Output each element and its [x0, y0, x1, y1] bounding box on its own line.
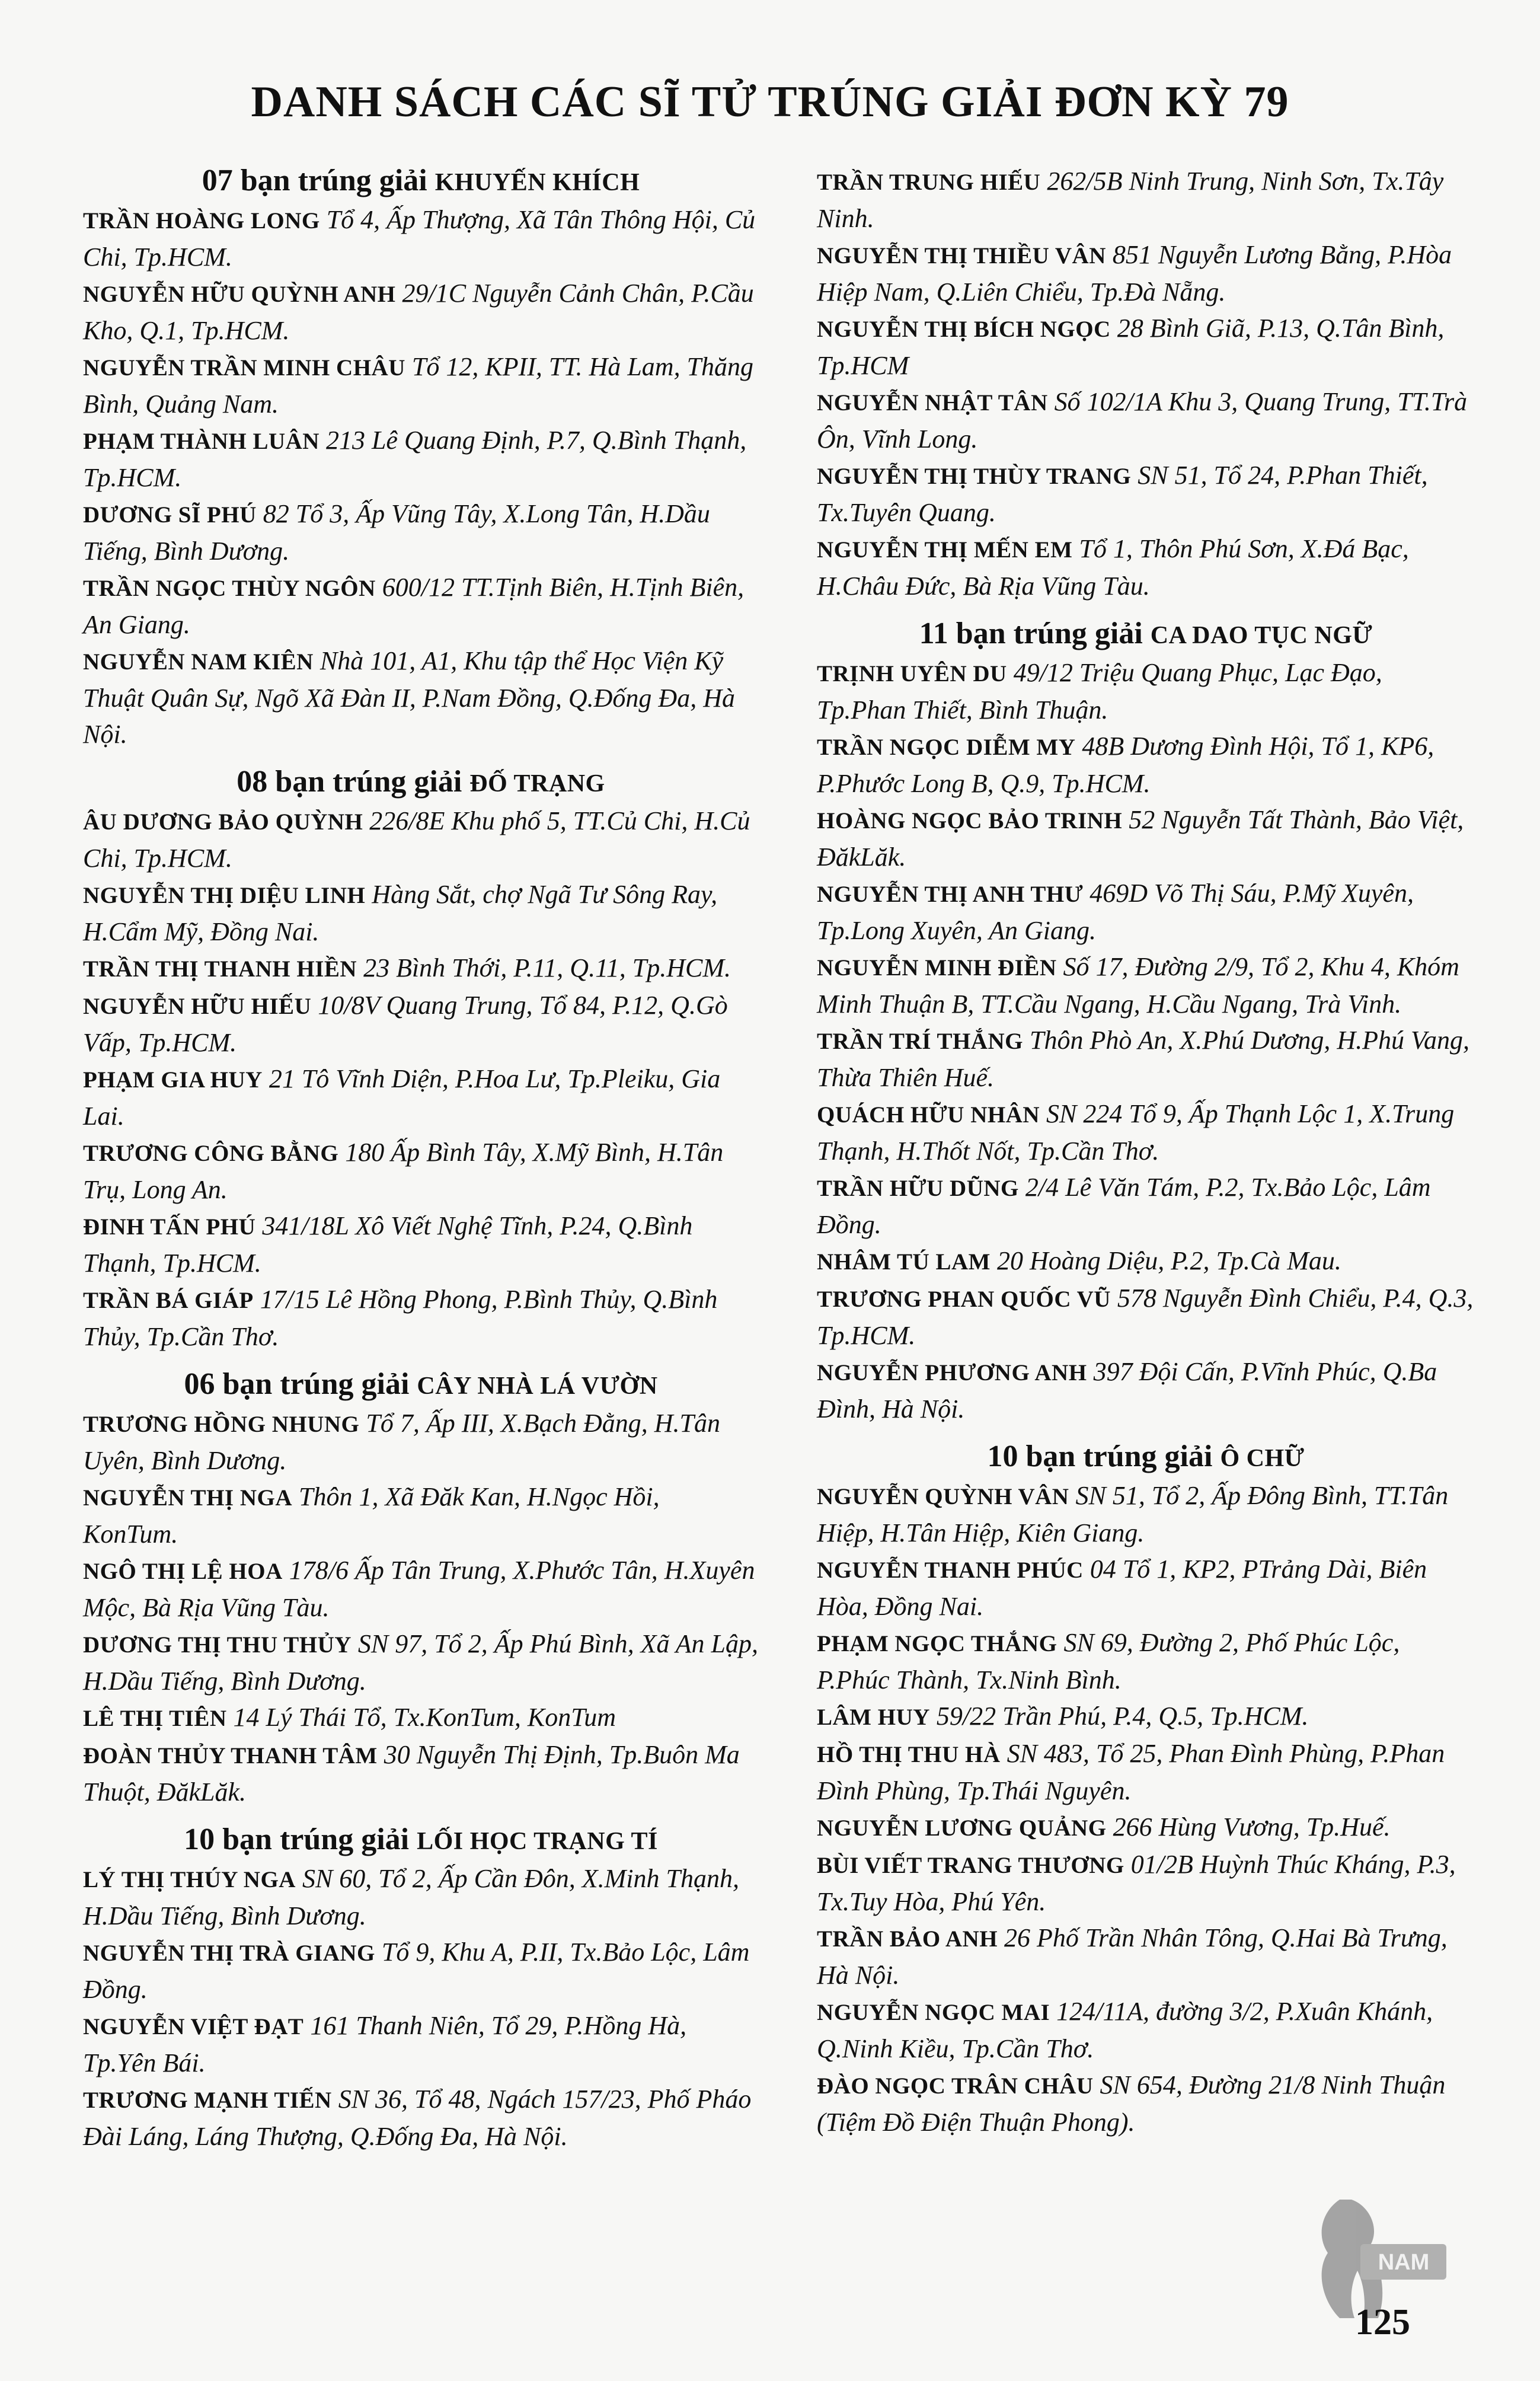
winner-entry [817, 1551, 1475, 1624]
winner-address: 180 Ấp Bình Tây, X.Mỹ Bình, H.Tân Trụ, Long An. [83, 1138, 724, 1204]
winner-name: DƯƠNG THỊ THU THỦY [83, 1632, 352, 1658]
page-number: 125 [1355, 2302, 1410, 2342]
winner-name: TRẦN HỮU DŨNG [817, 1176, 1019, 1201]
winner-entry [83, 1860, 759, 1934]
winner-name: NGUYỄN THỊ THÙY TRANG [817, 464, 1132, 489]
winner-name: NGUYỄN THỊ ANH THƯ [817, 882, 1084, 907]
winner-address: 21 Tô Vĩnh Diện, P.Hoa Lư, Tp.Pleiku, Gia Lai. [83, 1064, 721, 1131]
section-heading [817, 1439, 1475, 1474]
winner-name: NGUYỄN HỮU QUỲNH ANH [83, 282, 396, 307]
section-heading [83, 1367, 759, 1402]
winner-name: NGUYỄN VIỆT ĐẠT [83, 2014, 304, 2040]
section-heading [817, 616, 1475, 651]
winner-address: 266 Hùng Vương, Tp.Huế. [1113, 1812, 1391, 1841]
winner-entry [83, 1626, 759, 1699]
winner-name: HOÀNG NGỌC BẢO TRINH [817, 808, 1123, 834]
winner-address: Nhà 101, A1, Khu tập thể Học Viện Kỹ Thuật Quân Sự, Ngõ Xã Đàn II, P.Nam Đồng, Q.Đống Đa, Hà Nội. [83, 646, 735, 749]
winner-entry [817, 949, 1475, 1022]
winner-name: NHÂM TÚ LAM [817, 1249, 991, 1275]
winner-address: Tổ 1, Thôn Phú Sơn, X.Đá Bạc, H.Châu Đức, Bà Rịa Vũng Tàu. [817, 534, 1409, 601]
winner-address: 30 Nguyễn Thị Định, Tp.Buôn Ma Thuột, ĐăkLăk. [83, 1740, 740, 1807]
winner-address: SN 69, Đường 2, Phố Phúc Lộc, P.Phúc Thành, Tx.Ninh Bình. [817, 1628, 1400, 1694]
winner-address: SN 224 Tổ 9, Ấp Thạnh Lộc 1, X.Trung Thạnh, H.Thốt Nốt, Tp.Cần Thơ. [817, 1099, 1455, 1166]
winner-entry [83, 1699, 759, 1737]
winner-entry [817, 728, 1475, 802]
winner-entry [83, 349, 759, 422]
section-heading [83, 764, 759, 799]
winner-entry [817, 457, 1475, 531]
winner-entry [817, 1993, 1475, 2067]
winner-entry [817, 802, 1475, 875]
winner-name: TRẦN HOÀNG LONG [83, 208, 320, 234]
winner-section [817, 1439, 1475, 2140]
section-count: 08 bạn trúng giải [237, 765, 462, 799]
winner-entry [83, 950, 759, 987]
section-category: Ô CHỮ [1220, 1445, 1305, 1472]
winner-address: 178/6 Ấp Tân Trung, X.Phước Tân, H.Xuyên Mộc, Bà Rịa Vũng Tàu. [83, 1556, 755, 1622]
section-count: 06 bạn trúng giải [184, 1367, 410, 1401]
winner-section [83, 1367, 759, 1810]
winner-entry [817, 1169, 1475, 1243]
section-heading [83, 1822, 759, 1857]
winner-section [83, 764, 759, 1355]
winner-entry [83, 876, 759, 950]
winner-name: TRỊNH UYÊN DU [817, 661, 1007, 687]
winner-entry [817, 1809, 1475, 1846]
winner-name: NGUYỄN THỊ DIỆU LINH [83, 883, 366, 908]
winner-name: PHẠM GIA HUY [83, 1067, 263, 1093]
winner-name: HỒ THỊ THU HÀ [817, 1742, 1001, 1767]
winner-entry [817, 237, 1475, 310]
winner-entry [817, 1022, 1475, 1096]
winner-entry [83, 1134, 759, 1208]
winner-address: Tổ 4, Ấp Thượng, Xã Tân Thông Hội, Củ Chi, Tp.HCM. [83, 205, 756, 272]
winner-entry [817, 1354, 1475, 1427]
winner-name: TRƯƠNG HỒNG NHUNG [83, 1412, 360, 1437]
winner-entry [83, 643, 759, 752]
winner-address: SN 51, Tổ 2, Ấp Đông Bình, TT.Tân Hiệp, H.Tân Hiệp, Kiên Giang. [817, 1481, 1449, 1547]
winner-name: TRƯƠNG MẠNH TIẾN [83, 2088, 332, 2113]
winner-name: NGUYỄN NAM KIÊN [83, 649, 314, 675]
winner-address: 28 Bình Giã, P.13, Q.Tân Bình, Tp.HCM [817, 314, 1445, 380]
winner-entry [817, 1735, 1475, 1809]
winner-entry [83, 1061, 759, 1134]
winner-entry [817, 384, 1475, 457]
section-count: 10 bạn trúng giải [987, 1440, 1213, 1473]
winner-name: NGUYỄN LƯƠNG QUẢNG [817, 1815, 1107, 1841]
left-column [83, 163, 759, 2155]
winner-entry [83, 1208, 759, 1281]
winner-entry [83, 803, 759, 876]
winner-name: NGUYỄN THỊ THIỀU VÂN [817, 243, 1106, 269]
winner-address: Hàng Sắt, chợ Ngã Tư Sông Ray, H.Cẩm Mỹ, Đồng Nai. [83, 880, 718, 946]
winner-address: 2/4 Lê Văn Tám, P.2, Tx.Bảo Lộc, Lâm Đồng. [817, 1173, 1431, 1239]
winner-name: NGUYỄN QUỲNH VÂN [817, 1484, 1069, 1509]
winner-address: 851 Nguyễn Lương Bằng, P.Hòa Hiệp Nam, Q.Liên Chiểu, Tp.Đà Nẵng. [817, 240, 1452, 307]
winner-name: ÂU DƯƠNG BẢO QUỲNH [83, 809, 363, 835]
winner-address: 124/11A, đường 3/2, P.Xuân Khánh, Q.Ninh Kiều, Tp.Cần Thơ. [817, 1997, 1433, 2063]
winner-address: 226/8E Khu phố 5, TT.Củ Chi, H.Củ Chi, Tp.HCM. [83, 806, 750, 873]
winner-name: NGÔ THỊ LỆ HOA [83, 1559, 283, 1584]
winner-address: 48B Dương Đình Hội, Tổ 1, KP6, P.Phước Long B, Q.9, Tp.HCM. [817, 732, 1434, 798]
winner-name: TRẦN TRÍ THẮNG [817, 1029, 1023, 1054]
winner-section [83, 163, 759, 752]
winner-name: PHẠM THÀNH LUÂN [83, 429, 319, 454]
section-category: ĐỐ TRẠNG [469, 770, 605, 797]
winner-entry [817, 1624, 1475, 1698]
winner-name: DƯƠNG SĨ PHÚ [83, 502, 257, 528]
winner-name: NGUYỄN THỊ NGA [83, 1485, 292, 1511]
winner-name: NGUYỄN PHƯƠNG ANH [817, 1360, 1087, 1386]
winner-entry [83, 1405, 759, 1479]
winner-entry [83, 2007, 759, 2081]
winner-name: ĐINH TẤN PHÚ [83, 1214, 256, 1240]
winner-entry [817, 531, 1475, 604]
winner-entry [83, 1281, 759, 1355]
winner-name: NGUYỄN NGỌC MAI [817, 2000, 1050, 2025]
winner-entry [83, 2081, 759, 2155]
winner-name: PHẠM NGỌC THẮNG [817, 1631, 1057, 1657]
winner-entry [83, 987, 759, 1061]
winner-name: TRẦN BẢO ANH [817, 1926, 998, 1952]
winner-address: Tổ 12, KPII, TT. Hà Lam, Thăng Bình, Quảng Nam. [83, 352, 754, 419]
winner-entry [817, 1280, 1475, 1354]
winner-address: SN 483, Tổ 25, Phan Đình Phùng, P.Phan Đình Phùng, Tp.Thái Nguyên. [817, 1739, 1445, 1805]
winner-section [817, 616, 1475, 1427]
right-column [817, 163, 1475, 2140]
winner-name: LÂM HUY [817, 1705, 930, 1730]
winner-name: NGUYỄN TRẦN MINH CHÂU [83, 355, 405, 381]
winner-entry [817, 2067, 1475, 2140]
winner-address: 04 Tổ 1, KP2, PTrảng Dài, Biên Hòa, Đồng Nai. [817, 1555, 1427, 1621]
winner-entry [817, 1698, 1475, 1735]
winner-name: TRẦN BÁ GIÁP [83, 1288, 254, 1313]
winner-address: SN 654, Đường 21/8 Ninh Thuận (Tiệm Đồ Điện Thuận Phong). [817, 2070, 1446, 2137]
winner-entry [817, 1477, 1475, 1551]
winner-address: 213 Lê Quang Định, P.7, Q.Bình Thạnh, Tp.HCM. [83, 426, 747, 492]
winner-entry [83, 422, 759, 496]
winner-entry [83, 275, 759, 349]
winner-address: Tổ 9, Khu A, P.II, Tx.Bảo Lộc, Lâm Đồng. [83, 1938, 750, 2004]
winner-name: TRƯƠNG CÔNG BẰNG [83, 1141, 339, 1166]
section-category: CA DAO TỤC NGỮ [1150, 622, 1373, 649]
winner-address: SN 97, Tổ 2, Ấp Phú Bình, Xã An Lập, H.Dầu Tiếng, Bình Dương. [83, 1629, 759, 1696]
winner-address: 01/2B Huỳnh Thúc Kháng, P.3, Tx.Tuy Hòa, Phú Yên. [817, 1850, 1456, 1916]
winner-address: SN 51, Tổ 24, P.Phan Thiết, Tx.Tuyên Quang. [817, 461, 1428, 527]
winner-entry [83, 1479, 759, 1552]
winner-entry [817, 163, 1475, 237]
winner-address: 262/5B Ninh Trung, Ninh Sơn, Tx.Tây Ninh. [817, 167, 1444, 233]
winner-entry [83, 1552, 759, 1626]
winner-address: 20 Hoàng Diệu, P.2, Tp.Cà Mau. [996, 1246, 1341, 1275]
winner-address: 26 Phố Trần Nhân Tông, Q.Hai Bà Trưng, Hà Nội. [817, 1923, 1448, 1990]
winner-name: LÊ THỊ TIÊN [83, 1706, 227, 1731]
section-category: LỐI HỌC TRẠNG TÍ [417, 1828, 658, 1855]
winner-address: 161 Thanh Niên, Tổ 29, P.Hồng Hà, Tp.Yên Bái. [83, 2011, 687, 2077]
winner-name: NGUYỄN THỊ MẾN EM [817, 537, 1073, 563]
winner-address: 469D Võ Thị Sáu, P.Mỹ Xuyên, Tp.Long Xuyên, An Giang. [817, 879, 1414, 945]
winner-address: 600/12 TT.Tịnh Biên, H.Tịnh Biên, An Giang. [83, 573, 745, 639]
winner-entry [817, 875, 1475, 949]
winner-name: TRẦN THỊ THANH HIỀN [83, 956, 357, 982]
winner-entry [83, 1737, 759, 1810]
winner-name: NGUYỄN HỮU HIẾU [83, 994, 312, 1019]
winner-address: 397 Đội Cấn, P.Vĩnh Phúc, Q.Ba Đình, Hà Nội. [817, 1357, 1437, 1424]
winner-address: 29/1C Nguyễn Cảnh Chân, P.Cầu Kho, Q.1, Tp.HCM. [83, 279, 754, 345]
winner-address: 49/12 Triệu Quang Phục, Lạc Đạo, Tp.Phan Thiết, Bình Thuận. [817, 658, 1382, 724]
winner-address: Tổ 7, Ấp III, X.Bạch Đằng, H.Tân Uyên, Bình Dương. [83, 1409, 720, 1475]
section-count: 07 bạn trúng giải [202, 164, 427, 197]
winner-entry [817, 655, 1475, 728]
winner-section [817, 163, 1475, 604]
winner-name: BÙI VIẾT TRANG THƯƠNG [817, 1853, 1124, 1878]
logo-text: NAM [1378, 2250, 1430, 2275]
winner-address: Thôn 1, Xã Đăk Kan, H.Ngọc Hồi, KonTum. [83, 1482, 660, 1549]
winner-entry [817, 1846, 1475, 1920]
winner-address: 14 Lý Thái Tổ, Tx.KonTum, KonTum [233, 1703, 616, 1732]
winner-name: NGUYỄN NHẬT TÂN [817, 390, 1048, 416]
winner-address: Số 17, Đường 2/9, Tổ 2, Khu 4, Khóm Minh Thuận B, TT.Cầu Ngang, H.Cầu Ngang, Trà Vinh. [817, 952, 1459, 1019]
winner-name: QUÁCH HỮU NHÂN [817, 1102, 1040, 1128]
winner-entry [83, 569, 759, 643]
winner-name: TRẦN NGỌC THÙY NGÔN [83, 576, 376, 601]
winner-name: TRƯƠNG PHAN QUỐC VŨ [817, 1287, 1111, 1312]
winner-address: SN 36, Tổ 48, Ngách 157/23, Phố Pháo Đài Láng, Láng Thượng, Q.Đống Đa, Hà Nội. [83, 2085, 752, 2151]
winner-address: 23 Bình Thới, P.11, Q.11, Tp.HCM. [363, 953, 731, 982]
winner-name: NGUYỄN THỊ TRÀ GIANG [83, 1940, 375, 1966]
winner-address: 59/22 Trần Phú, P.4, Q.5, Tp.HCM. [936, 1702, 1309, 1731]
section-count: 11 bạn trúng giải [919, 617, 1143, 650]
winner-name: TRẦN TRUNG HIẾU [817, 170, 1041, 195]
winner-address: 52 Nguyễn Tất Thành, Bảo Việt, ĐăkLăk. [817, 805, 1464, 872]
winner-name: NGUYỄN THỊ BÍCH NGỌC [817, 317, 1111, 342]
winner-name: NGUYỄN MINH ĐIỀN [817, 955, 1057, 981]
winner-address: 341/18L Xô Viết Nghệ Tĩnh, P.24, Q.Bình Thạnh, Tp.HCM. [83, 1211, 693, 1278]
winner-address: 578 Nguyễn Đình Chiểu, P.4, Q.3, Tp.HCM. [817, 1284, 1474, 1350]
winner-address: 10/8V Quang Trung, Tổ 84, P.12, Q.Gò Vấp, Tp.HCM. [83, 991, 728, 1057]
section-count: 10 bạn trúng giải [184, 1823, 410, 1856]
winner-entry [83, 202, 759, 275]
winner-name: ĐOÀN THỦY THANH TÂM [83, 1743, 378, 1769]
section-category: KHUYẾN KHÍCH [434, 169, 640, 196]
winner-address: SN 60, Tổ 2, Ấp Cần Đôn, X.Minh Thạnh, H.Dầu Tiếng, Bình Dương. [83, 1864, 739, 1930]
winner-name: TRẦN NGỌC DIỄM MY [817, 735, 1076, 760]
winner-address: Thôn Phò An, X.Phú Dương, H.Phú Vang, Thừa Thiên Huế. [817, 1026, 1470, 1092]
winner-entry [817, 1096, 1475, 1169]
winner-name: ĐÀO NGỌC TRÂN CHÂU [817, 2073, 1094, 2099]
winner-entry [83, 496, 759, 569]
winner-address: 82 Tổ 3, Ấp Vũng Tây, X.Long Tân, H.Dầu Tiếng, Bình Dương. [83, 499, 710, 566]
winner-address: 17/15 Lê Hồng Phong, P.Bình Thủy, Q.Bình Thủy, Tp.Cần Thơ. [83, 1285, 718, 1351]
winner-entry [83, 1934, 759, 2007]
winner-name: NGUYỄN THANH PHÚC [817, 1557, 1084, 1583]
page-title: DANH SÁCH CÁC SĨ TỬ TRÚNG GIẢI ĐƠN KỲ 79 [251, 78, 1289, 126]
winner-entry [817, 310, 1475, 384]
section-heading [83, 163, 759, 198]
winner-entry [817, 1920, 1475, 1993]
winner-address: Số 102/1A Khu 3, Quang Trung, TT.Trà Ôn, Vĩnh Long. [817, 387, 1468, 454]
section-category: CÂY NHÀ LÁ VƯỜN [417, 1373, 658, 1400]
winner-section [83, 1822, 759, 2155]
winner-name: LÝ THỊ THÚY NGA [83, 1867, 296, 1892]
winner-entry [817, 1243, 1475, 1280]
